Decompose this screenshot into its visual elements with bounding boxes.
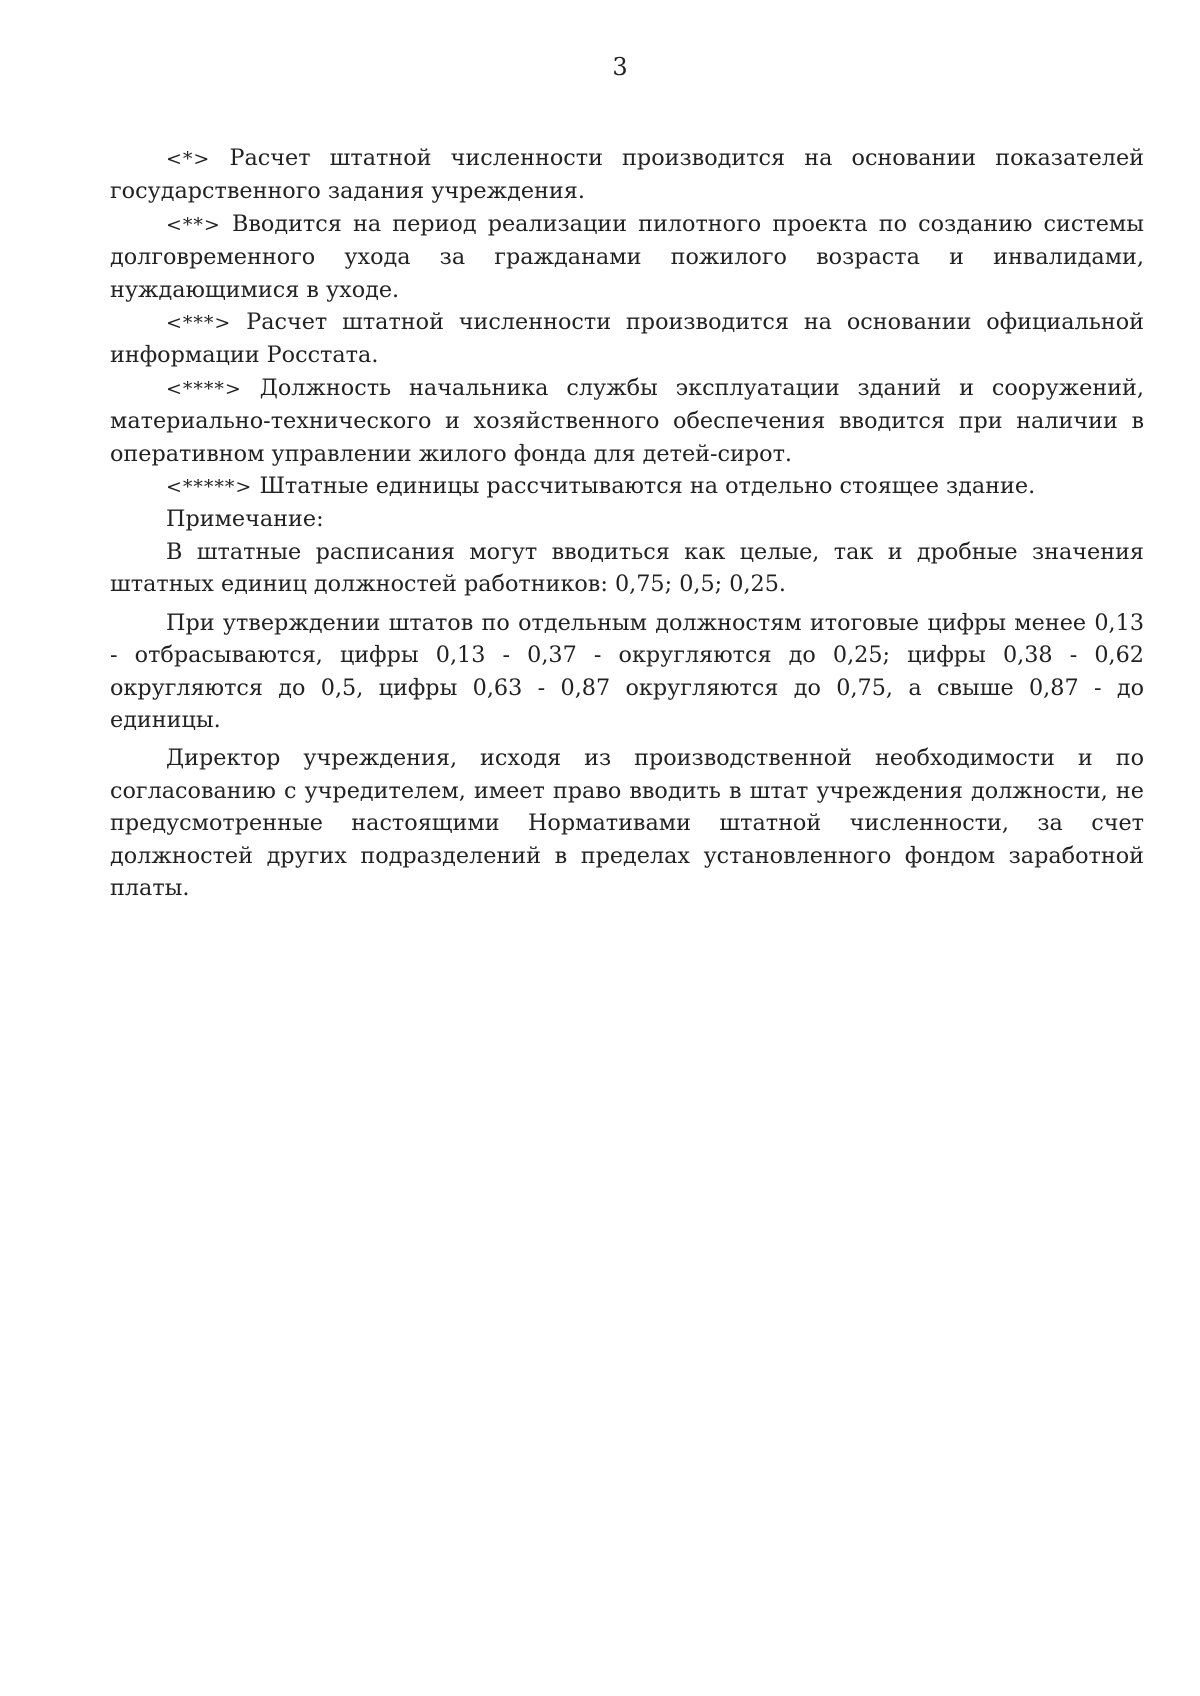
footnote-1 (110, 142, 1144, 208)
note-heading: Примечание: (166, 506, 324, 533)
footnote-marker: <*****> (166, 476, 253, 499)
paragraph-rounding-rules: При утверждении штатов по отдельным должностям итоговые цифры менее 0,13 - отбрасываются, цифры 0,13 - 0,37 - округляются до 0,25; цифры 0,38 - 0,62 округляются до 0,5, цифры 0,63 - 0,87 округляются до 0,75, а свыше 0,87 - до единицы. (110, 609, 1144, 733)
footnote-marker: <*> (166, 148, 211, 170)
page-number: 3 (612, 53, 628, 81)
footnote-text: Расчет штатной численности производится на основании показателей государственного задания учреждения. (110, 145, 1144, 205)
paragraph-director-rights: Директор учреждения, исходя из производственной необходимости и по согласованию с учредителем, имеет право вводить в штат учреждения должности, не предусмотренные настоящими Нормативами штатной численности, за счет должностей других подразделений в пределах установленного фондом заработной платы. (110, 745, 1144, 901)
footnote-marker: <***> (166, 312, 232, 335)
footnote-marker: <****> (166, 377, 242, 400)
footnote-2 (110, 208, 1144, 306)
footnote-3 (110, 306, 1144, 372)
document-body (110, 142, 1144, 904)
paragraph-fractional-units: В штатные расписания могут вводиться как целые, так и дробные значения штатных единиц должностей работников: 0,75; 0,5; 0,25. (110, 538, 1144, 598)
footnote-text: Вводится на период реализации пилотного проекта по созданию системы долговременного ухода за гражданами пожилого возраста и инвалидами, нуждающимися в уходе. (110, 210, 1144, 303)
footnote-text: Расчет штатной численности производится на основании официальной информации Росстата. (110, 309, 1144, 369)
footnote-text: Штатные единицы рассчитываются на отдельно стоящее здание. (259, 473, 1036, 500)
footnote-5 (110, 470, 1144, 503)
footnote-marker: <**> (166, 213, 221, 236)
footnote-text: Должность начальника службы эксплуатации зданий и сооружений, материально-технического и хозяйственного обеспечения вводится при наличии в оперативном управлении жилого фонда для детей-сирот. (110, 374, 1144, 467)
footnote-4 (110, 372, 1144, 470)
